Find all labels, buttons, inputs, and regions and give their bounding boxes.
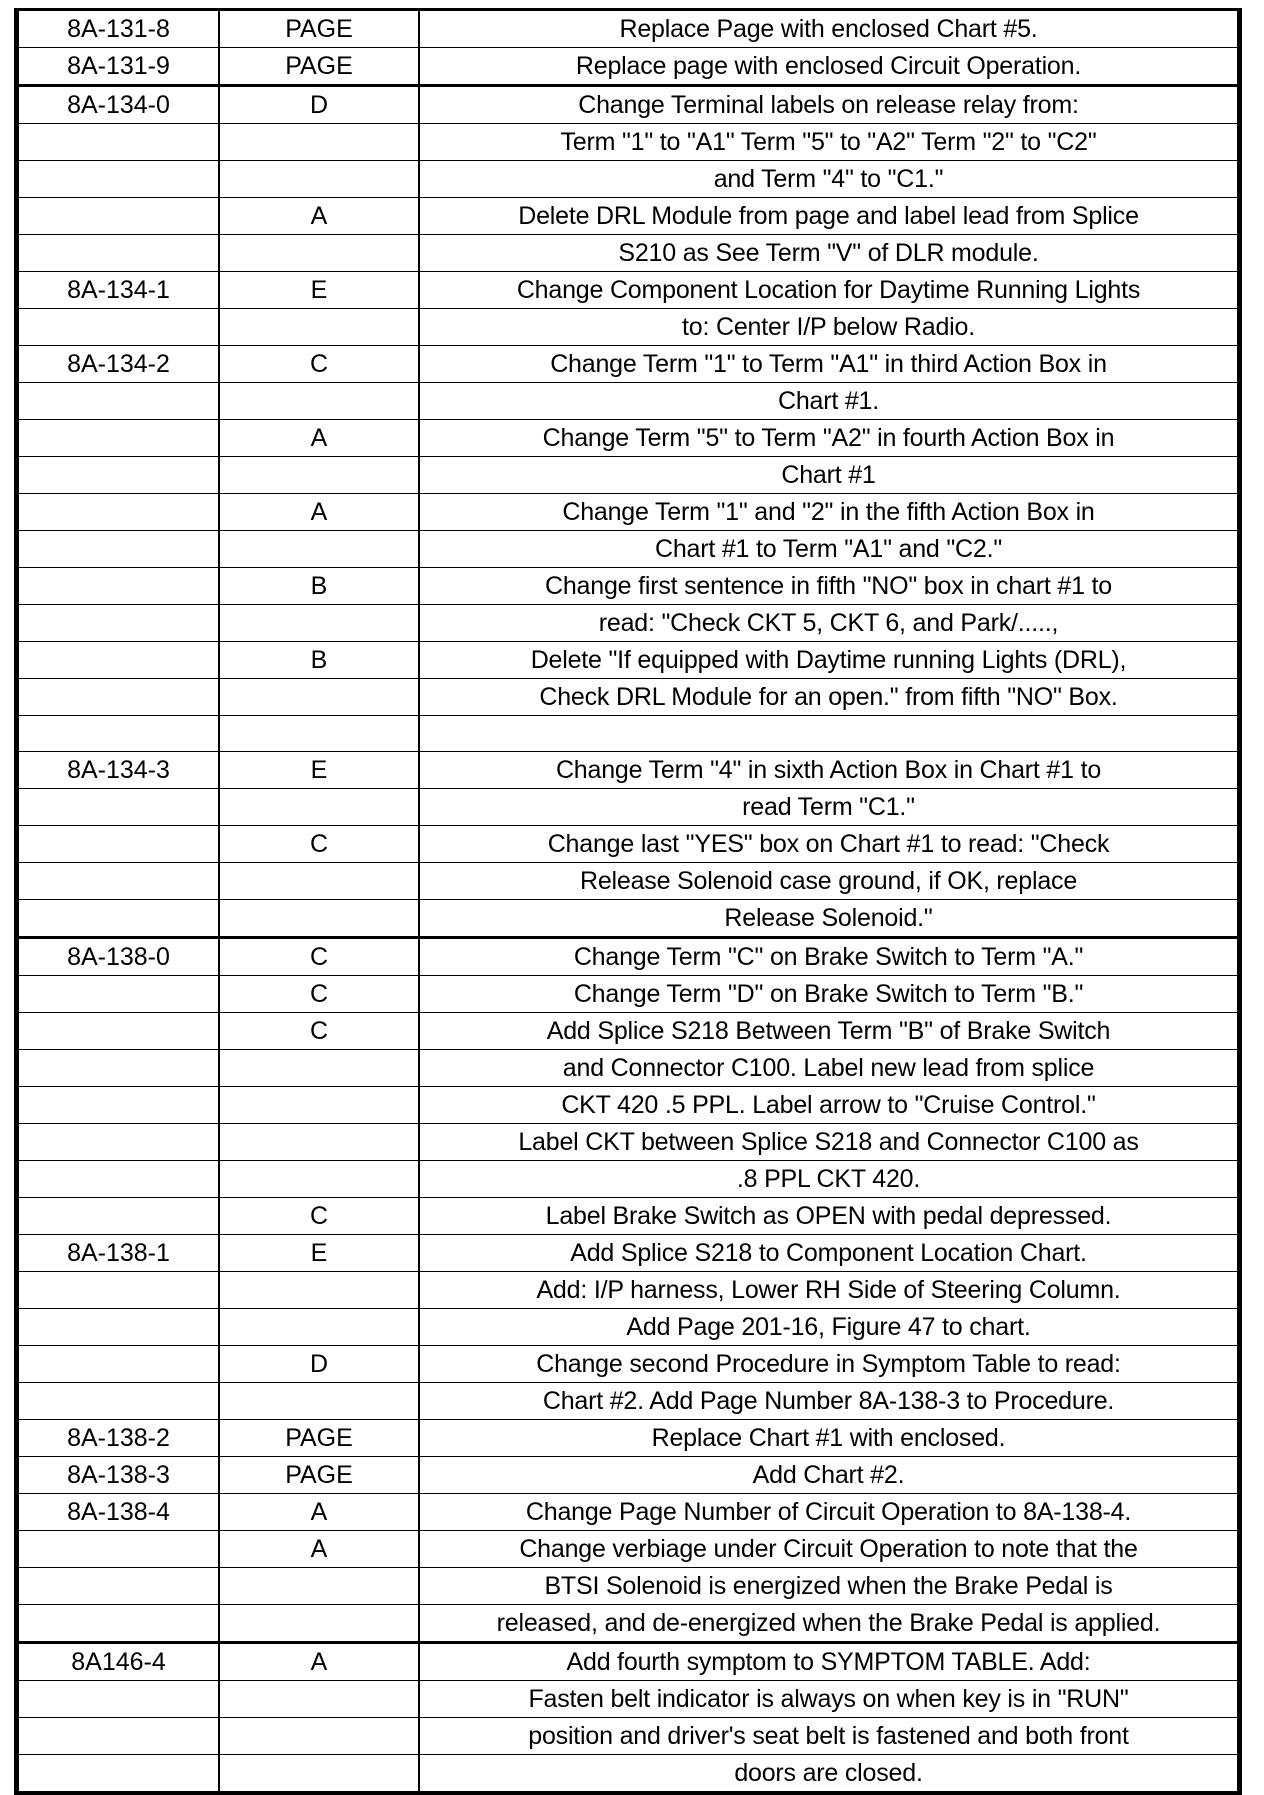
change-description-cell: Release Solenoid case ground, if OK, replace <box>419 863 1238 900</box>
table-row <box>18 976 1238 1013</box>
revision-code-cell: PAGE <box>219 1457 419 1494</box>
revision-code-cell: E <box>219 752 419 789</box>
change-description-cell: Change Term "C" on Brake Switch to Term "A." <box>419 938 1238 976</box>
page-number-cell <box>18 826 219 863</box>
page-number-cell: 8A-138-4 <box>18 1494 219 1531</box>
change-description-cell: Add Page 201-16, Figure 47 to chart. <box>419 1309 1238 1346</box>
page-number-cell <box>18 1087 219 1124</box>
change-description-cell: Chart #2. Add Page Number 8A-138-3 to Procedure. <box>419 1383 1238 1420</box>
page-number-cell <box>18 235 219 272</box>
table-row <box>18 1681 1238 1718</box>
page-number-cell <box>18 642 219 679</box>
table-row <box>18 48 1238 86</box>
revision-code-cell <box>219 309 419 346</box>
table-row <box>18 1420 1238 1457</box>
change-description-cell: to: Center I/P below Radio. <box>419 309 1238 346</box>
page-number-cell <box>18 383 219 420</box>
page-number-cell <box>18 568 219 605</box>
page-number-cell: 8A-138-2 <box>18 1420 219 1457</box>
revision-code-cell: A <box>219 1531 419 1568</box>
revision-code-cell: C <box>219 1198 419 1235</box>
page-number-cell <box>18 1568 219 1605</box>
revision-code-cell <box>219 1087 419 1124</box>
revision-code-cell <box>219 1161 419 1198</box>
revision-code-cell <box>219 531 419 568</box>
revision-code-cell <box>219 716 419 752</box>
revision-table <box>17 11 1239 1792</box>
page-number-cell <box>18 457 219 494</box>
page-number-cell <box>18 124 219 161</box>
page-number-cell: 8A146-4 <box>18 1643 219 1681</box>
table-row <box>18 1457 1238 1494</box>
revision-code-cell: C <box>219 976 419 1013</box>
change-description-cell: Change Term "5" to Term "A2" in fourth Action Box in <box>419 420 1238 457</box>
revision-code-cell <box>219 1272 419 1309</box>
page-number-cell <box>18 1605 219 1643</box>
revision-code-cell: C <box>219 826 419 863</box>
revision-code-cell: A <box>219 198 419 235</box>
table-row <box>18 642 1238 679</box>
page-number-cell: 8A-134-2 <box>18 346 219 383</box>
page-number-cell: 8A-134-1 <box>18 272 219 309</box>
revision-code-cell <box>219 863 419 900</box>
revision-code-cell <box>219 161 419 198</box>
page-number-cell <box>18 605 219 642</box>
page-number-cell <box>18 1531 219 1568</box>
change-description-cell: Label CKT between Splice S218 and Connector C100 as <box>419 1124 1238 1161</box>
table-row <box>18 531 1238 568</box>
table-row <box>18 1198 1238 1235</box>
revision-code-cell: D <box>219 1346 419 1383</box>
revision-table-sheet <box>14 8 1242 1795</box>
change-description-cell: Add Splice S218 Between Term "B" of Brake Switch <box>419 1013 1238 1050</box>
revision-code-cell: B <box>219 642 419 679</box>
page-number-cell <box>18 161 219 198</box>
page-number-cell <box>18 863 219 900</box>
revision-code-cell <box>219 124 419 161</box>
change-description-cell: Change Term "1" and "2" in the fifth Action Box in <box>419 494 1238 531</box>
page-number-cell <box>18 789 219 826</box>
page-number-cell <box>18 716 219 752</box>
table-row <box>18 457 1238 494</box>
revision-code-cell: C <box>219 1013 419 1050</box>
table-row <box>18 568 1238 605</box>
table-row <box>18 1643 1238 1681</box>
revision-code-cell <box>219 789 419 826</box>
change-description-cell: Change Page Number of Circuit Operation to 8A-138-4. <box>419 1494 1238 1531</box>
change-description-cell: Add Chart #2. <box>419 1457 1238 1494</box>
revision-code-cell <box>219 383 419 420</box>
revision-code-cell <box>219 605 419 642</box>
table-row <box>18 900 1238 938</box>
change-description-cell: Release Solenoid." <box>419 900 1238 938</box>
change-description-cell: released, and de-energized when the Brake Pedal is applied. <box>419 1605 1238 1643</box>
table-row <box>18 420 1238 457</box>
page-number-cell <box>18 1755 219 1792</box>
change-description-cell: Chart #1 to Term "A1" and "C2." <box>419 531 1238 568</box>
change-description-cell: read Term "C1." <box>419 789 1238 826</box>
revision-code-cell: E <box>219 1235 419 1272</box>
revision-code-cell: PAGE <box>219 1420 419 1457</box>
page-number-cell <box>18 198 219 235</box>
change-description-cell: position and driver's seat belt is fastened and both front <box>419 1718 1238 1755</box>
table-row <box>18 11 1238 48</box>
page-number-cell <box>18 309 219 346</box>
change-description-cell: BTSI Solenoid is energized when the Brake Pedal is <box>419 1568 1238 1605</box>
page-number-cell <box>18 900 219 938</box>
revision-code-cell <box>219 235 419 272</box>
revision-table-body <box>18 11 1238 1792</box>
change-description-cell: Delete DRL Module from page and label lead from Splice <box>419 198 1238 235</box>
page-number-cell <box>18 1050 219 1087</box>
table-row <box>18 1531 1238 1568</box>
revision-code-cell: C <box>219 346 419 383</box>
table-row <box>18 346 1238 383</box>
change-description-cell: Delete "If equipped with Daytime running Lights (DRL), <box>419 642 1238 679</box>
change-description-cell: Label Brake Switch as OPEN with pedal depressed. <box>419 1198 1238 1235</box>
page-number-cell <box>18 1681 219 1718</box>
page-number-cell <box>18 420 219 457</box>
change-description-cell: Change second Procedure in Symptom Table to read: <box>419 1346 1238 1383</box>
change-description-cell: Change first sentence in fifth "NO" box in chart #1 to <box>419 568 1238 605</box>
page-number-cell: 8A-138-3 <box>18 1457 219 1494</box>
change-description-cell: Change Term "4" in sixth Action Box in Chart #1 to <box>419 752 1238 789</box>
page-number-cell <box>18 679 219 716</box>
page-number-cell <box>18 1161 219 1198</box>
revision-code-cell <box>219 1568 419 1605</box>
page-number-cell <box>18 1272 219 1309</box>
table-row <box>18 383 1238 420</box>
revision-code-cell <box>219 1383 419 1420</box>
table-row <box>18 1013 1238 1050</box>
table-row <box>18 938 1238 976</box>
page-number-cell: 8A-131-9 <box>18 48 219 86</box>
revision-code-cell <box>219 1309 419 1346</box>
revision-code-cell: A <box>219 1494 419 1531</box>
change-description-cell: Replace Page with enclosed Chart #5. <box>419 11 1238 48</box>
revision-code-cell: PAGE <box>219 11 419 48</box>
change-description-cell: doors are closed. <box>419 1755 1238 1792</box>
page-number-cell <box>18 1124 219 1161</box>
change-description-cell: read: "Check CKT 5, CKT 6, and Park/....., <box>419 605 1238 642</box>
change-description-cell: Change Terminal labels on release relay from: <box>419 86 1238 124</box>
page-number-cell: 8A-138-1 <box>18 1235 219 1272</box>
change-description-cell: Term "1" to "A1" Term "5" to "A2" Term "2" to "C2" <box>419 124 1238 161</box>
revision-code-cell: A <box>219 420 419 457</box>
page-number-cell <box>18 531 219 568</box>
page-number-cell <box>18 1346 219 1383</box>
table-row <box>18 1161 1238 1198</box>
table-row <box>18 679 1238 716</box>
change-description-cell: Add fourth symptom to SYMPTOM TABLE. Add: <box>419 1643 1238 1681</box>
page-number-cell <box>18 1309 219 1346</box>
table-row <box>18 309 1238 346</box>
table-row <box>18 1755 1238 1792</box>
table-row <box>18 789 1238 826</box>
table-row <box>18 1235 1238 1272</box>
revision-code-cell <box>219 1718 419 1755</box>
change-description-cell <box>419 716 1238 752</box>
page-number-cell: 8A-131-8 <box>18 11 219 48</box>
change-description-cell: Change last "YES" box on Chart #1 to read: "Check <box>419 826 1238 863</box>
table-row <box>18 826 1238 863</box>
revision-code-cell: D <box>219 86 419 124</box>
change-description-cell: Change Component Location for Daytime Running Lights <box>419 272 1238 309</box>
page-number-cell: 8A-134-0 <box>18 86 219 124</box>
revision-code-cell <box>219 1681 419 1718</box>
page-number-cell <box>18 1198 219 1235</box>
change-description-cell: Chart #1 <box>419 457 1238 494</box>
table-row <box>18 863 1238 900</box>
revision-code-cell: A <box>219 1643 419 1681</box>
change-description-cell: Check DRL Module for an open." from fifth "NO" Box. <box>419 679 1238 716</box>
page-number-cell <box>18 1718 219 1755</box>
change-description-cell: Replace page with enclosed Circuit Operation. <box>419 48 1238 86</box>
change-description-cell: .8 PPL CKT 420. <box>419 1161 1238 1198</box>
change-description-cell: Chart #1. <box>419 383 1238 420</box>
table-row <box>18 494 1238 531</box>
change-description-cell: Change verbiage under Circuit Operation to note that the <box>419 1531 1238 1568</box>
revision-code-cell <box>219 1605 419 1643</box>
table-row <box>18 716 1238 752</box>
revision-code-cell <box>219 1124 419 1161</box>
table-row <box>18 1124 1238 1161</box>
change-description-cell: Add Splice S218 to Component Location Chart. <box>419 1235 1238 1272</box>
revision-code-cell <box>219 457 419 494</box>
table-row <box>18 161 1238 198</box>
table-row <box>18 752 1238 789</box>
table-row <box>18 124 1238 161</box>
change-description-cell: and Connector C100. Label new lead from splice <box>419 1050 1238 1087</box>
table-row <box>18 1718 1238 1755</box>
table-row <box>18 272 1238 309</box>
page-number-cell <box>18 494 219 531</box>
change-description-cell: Change Term "1" to Term "A1" in third Action Box in <box>419 346 1238 383</box>
table-row <box>18 1346 1238 1383</box>
table-row <box>18 1494 1238 1531</box>
page-number-cell <box>18 1383 219 1420</box>
revision-code-cell <box>219 900 419 938</box>
revision-code-cell <box>219 1050 419 1087</box>
change-description-cell: and Term "4" to "C1." <box>419 161 1238 198</box>
change-description-cell: CKT 420 .5 PPL. Label arrow to "Cruise Control." <box>419 1087 1238 1124</box>
table-row <box>18 86 1238 124</box>
table-row <box>18 198 1238 235</box>
page-number-cell: 8A-134-3 <box>18 752 219 789</box>
page-number-cell: 8A-138-0 <box>18 938 219 976</box>
table-row <box>18 1272 1238 1309</box>
revision-code-cell <box>219 1755 419 1792</box>
change-description-cell: Add: I/P harness, Lower RH Side of Steering Column. <box>419 1272 1238 1309</box>
revision-code-cell: B <box>219 568 419 605</box>
revision-code-cell: PAGE <box>219 48 419 86</box>
change-description-cell: Change Term "D" on Brake Switch to Term "B." <box>419 976 1238 1013</box>
table-row <box>18 1309 1238 1346</box>
table-row <box>18 1383 1238 1420</box>
table-row <box>18 1568 1238 1605</box>
table-row <box>18 1050 1238 1087</box>
table-row <box>18 1605 1238 1643</box>
change-description-cell: Replace Chart #1 with enclosed. <box>419 1420 1238 1457</box>
revision-code-cell <box>219 679 419 716</box>
change-description-cell: Fasten belt indicator is always on when key is in "RUN" <box>419 1681 1238 1718</box>
change-description-cell: S210 as See Term "V" of DLR module. <box>419 235 1238 272</box>
table-row <box>18 605 1238 642</box>
revision-code-cell: C <box>219 938 419 976</box>
revision-code-cell: E <box>219 272 419 309</box>
page-number-cell <box>18 976 219 1013</box>
table-row <box>18 1087 1238 1124</box>
revision-code-cell: A <box>219 494 419 531</box>
table-row <box>18 235 1238 272</box>
page-number-cell <box>18 1013 219 1050</box>
